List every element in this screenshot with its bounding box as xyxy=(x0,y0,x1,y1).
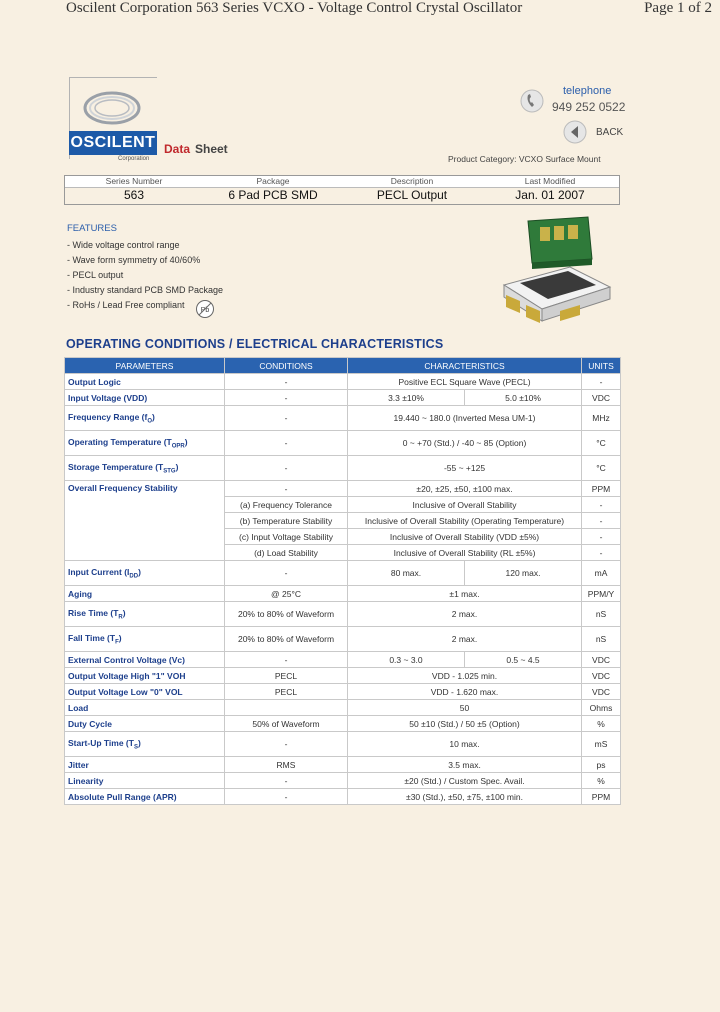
lead-free-label: Pb xyxy=(200,307,210,314)
unit-cell: - xyxy=(582,513,621,529)
unit-cell: VDC xyxy=(582,668,621,684)
table-row xyxy=(65,700,621,716)
value-cell: Positive ECL Square Wave (PECL) xyxy=(348,374,582,390)
param-text-end: ) xyxy=(137,737,141,748)
telephone-icon[interactable] xyxy=(520,89,544,113)
value-cell: 3.5 max. xyxy=(348,757,582,773)
table-row xyxy=(65,773,621,789)
unit-cell: Ohms xyxy=(582,700,621,716)
features-heading: FEATURES xyxy=(67,223,117,234)
param-cell: Overall Frequency Stability xyxy=(65,481,225,561)
unit-cell: °C xyxy=(582,456,621,481)
table-row xyxy=(65,431,621,456)
param-cell: Load xyxy=(65,700,225,716)
condition-cell: 20% to 80% of Waveform xyxy=(225,627,348,652)
condition-cell: - xyxy=(225,773,348,789)
value-cell: 3.3 ±10% xyxy=(348,390,465,406)
value-cell: Inclusive of Overall Stability (VDD ±5%) xyxy=(348,529,582,545)
description-header: Description xyxy=(390,176,434,186)
param-cell xyxy=(65,456,225,481)
series-info-values xyxy=(65,187,619,204)
value-cell: 5.0 ±10% xyxy=(465,390,582,406)
table-row xyxy=(65,716,621,732)
unit-cell: % xyxy=(582,773,621,789)
param-cell: Absolute Pull Range (APR) xyxy=(65,789,225,805)
last-modified-header: Last Modified xyxy=(524,176,576,186)
unit-cell: mA xyxy=(582,561,621,586)
spec-table xyxy=(64,357,621,805)
feature-item: - Wave form symmetry of 40/60% xyxy=(67,255,201,265)
unit-cell: - xyxy=(582,545,621,561)
spec-table-header-row xyxy=(65,358,621,374)
param-subscript: F xyxy=(115,639,119,646)
value-cell: Inclusive of Overall Stability xyxy=(348,497,582,513)
table-row xyxy=(65,652,621,668)
condition-cell: - xyxy=(225,431,348,456)
value-cell: Inclusive of Overall Stability (Operating Temperature) xyxy=(348,513,582,529)
unit-cell: nS xyxy=(582,602,621,627)
condition-cell: - xyxy=(225,406,348,431)
param-cell xyxy=(65,732,225,757)
package-value: 6 Pad PCB SMD xyxy=(228,188,318,202)
condition-cell: - xyxy=(225,456,348,481)
unit-cell: mS xyxy=(582,732,621,757)
table-row xyxy=(65,732,621,757)
condition-cell: (d) Load Stability xyxy=(225,545,348,561)
param-text: Fall Time (T xyxy=(68,632,116,643)
condition-cell: - xyxy=(225,732,348,757)
param-cell: Input Voltage (VDD) xyxy=(65,390,225,406)
param-text: Input Current (I xyxy=(68,566,130,577)
param-subscript: O xyxy=(147,418,153,425)
unit-cell: - xyxy=(582,497,621,513)
unit-cell: VDC xyxy=(582,684,621,700)
param-cell xyxy=(65,431,225,456)
param-cell: External Control Voltage (Vc) xyxy=(65,652,225,668)
unit-cell: PPM/Y xyxy=(582,586,621,602)
condition-cell: - xyxy=(225,374,348,390)
section-title: OPERATING CONDITIONS / ELECTRICAL CHARACTERISTICS xyxy=(66,337,444,351)
param-subscript: DD xyxy=(129,573,139,580)
feature-item: - PECL output xyxy=(67,270,124,280)
param-text-end: ) xyxy=(184,436,188,447)
value-cell: 0 ~ +70 (Std.) / -40 ~ 85 (Option) xyxy=(348,431,582,456)
param-text-end: ) xyxy=(138,566,141,577)
feature-item: - Industry standard PCB SMD Package xyxy=(67,285,224,295)
table-row xyxy=(65,374,621,390)
param-subscript: R xyxy=(118,614,123,621)
lead-free-icon xyxy=(195,299,215,319)
unit-cell: PPM xyxy=(582,789,621,805)
telephone-number[interactable]: 949 252 0522 xyxy=(552,100,626,114)
series-info-table xyxy=(64,175,620,205)
unit-cell: PPM xyxy=(582,481,621,497)
condition-cell: - xyxy=(225,481,348,497)
value-cell: 2 max. xyxy=(348,602,582,627)
value-cell: 0.3 ~ 3.0 xyxy=(348,652,465,668)
condition-cell: - xyxy=(225,789,348,805)
param-subscript: S xyxy=(133,744,138,751)
param-cell: Jitter xyxy=(65,757,225,773)
back-arrow-icon[interactable] xyxy=(563,120,587,144)
value-cell: VDD - 1.025 min. xyxy=(348,668,582,684)
param-text: Rise Time (T xyxy=(68,607,119,618)
param-text: Storage Temperature (T xyxy=(68,461,164,472)
brand-logo: OSCILENT xyxy=(69,131,157,155)
condition-cell: 20% to 80% of Waveform xyxy=(225,602,348,627)
value-cell: 19.440 ~ 180.0 (Inverted Mesa UM-1) xyxy=(348,406,582,431)
param-text-end: ) xyxy=(122,607,126,618)
conditions-header: CONDITIONS xyxy=(225,358,348,374)
table-row xyxy=(65,668,621,684)
logo-ring-icon xyxy=(82,88,142,128)
series-number-header: Series Number xyxy=(105,176,163,186)
condition-cell: PECL xyxy=(225,668,348,684)
condition-cell xyxy=(225,700,348,716)
param-cell xyxy=(65,602,225,627)
value-cell: VDD - 1.620 max. xyxy=(348,684,582,700)
condition-cell: RMS xyxy=(225,757,348,773)
last-modified-value: Jan. 01 2007 xyxy=(515,188,585,202)
table-row xyxy=(65,684,621,700)
param-cell: Linearity xyxy=(65,773,225,789)
table-row xyxy=(65,586,621,602)
value-cell: 50 xyxy=(348,700,582,716)
condition-cell: @ 25°C xyxy=(225,586,348,602)
param-cell: Duty Cycle xyxy=(65,716,225,732)
table-row xyxy=(65,627,621,652)
back-link[interactable]: BACK xyxy=(596,127,624,138)
document-title: Oscilent Corporation 563 Series VCXO - Voltage Control Crystal Oscillator xyxy=(66,0,523,16)
param-cell: Output Voltage High "1" VOH xyxy=(65,668,225,684)
value-cell: ±20, ±25, ±50, ±100 max. xyxy=(348,481,582,497)
param-cell: Output Logic xyxy=(65,374,225,390)
param-cell: Output Voltage Low "0" VOL xyxy=(65,684,225,700)
param-subscript: STG xyxy=(163,468,176,475)
param-subscript: OPR xyxy=(171,443,185,450)
value-cell: 2 max. xyxy=(348,627,582,652)
param-cell xyxy=(65,627,225,652)
brand-corp-label: Corporation xyxy=(118,156,150,162)
value-cell: ±1 max. xyxy=(348,586,582,602)
param-text: Start-Up Time (T xyxy=(68,737,134,748)
telephone-label: telephone xyxy=(563,85,612,97)
page-number: Page 1 of 2 xyxy=(644,0,712,16)
param-cell xyxy=(65,406,225,431)
unit-cell: - xyxy=(582,529,621,545)
datasheet-label-sheet: Sheet xyxy=(195,142,228,156)
feature-item: - Wide voltage control range xyxy=(67,240,180,250)
condition-cell: PECL xyxy=(225,684,348,700)
product-image xyxy=(500,215,615,333)
param-text: Operating Temperature (T xyxy=(68,436,172,447)
condition-cell: - xyxy=(225,652,348,668)
unit-cell: % xyxy=(582,716,621,732)
page-header xyxy=(0,0,720,22)
table-row xyxy=(65,456,621,481)
unit-cell: ps xyxy=(582,757,621,773)
series-info-header xyxy=(65,176,619,187)
table-row xyxy=(65,757,621,773)
condition-cell: (c) Input Voltage Stability xyxy=(225,529,348,545)
condition-cell: 50% of Waveform xyxy=(225,716,348,732)
unit-cell: - xyxy=(582,374,621,390)
unit-cell: VDC xyxy=(582,390,621,406)
value-cell: 50 ±10 (Std.) / 50 ±5 (Option) xyxy=(348,716,582,732)
param-text: Frequency Range (f xyxy=(68,411,148,422)
param-cell: Aging xyxy=(65,586,225,602)
units-header: UNITS xyxy=(582,358,621,374)
unit-cell: VDC xyxy=(582,652,621,668)
series-number-value: 563 xyxy=(123,188,145,202)
condition-cell: - xyxy=(225,390,348,406)
characteristics-header: CHARACTERISTICS xyxy=(348,358,582,374)
parameters-header: PARAMETERS xyxy=(65,358,225,374)
table-row xyxy=(65,561,621,586)
value-cell: 120 max. xyxy=(465,561,582,586)
unit-cell: °C xyxy=(582,431,621,456)
product-category: Product Category: VCXO Surface Mount xyxy=(448,154,601,164)
table-row xyxy=(65,789,621,805)
unit-cell: MHz xyxy=(582,406,621,431)
table-row xyxy=(65,390,621,406)
param-text-end: ) xyxy=(175,461,179,472)
description-value: PECL Output xyxy=(376,188,448,202)
feature-item: - RoHs / Lead Free compliant xyxy=(67,300,185,310)
value-cell: -55 ~ +125 xyxy=(348,456,582,481)
value-cell: ±30 (Std.), ±50, ±75, ±100 min. xyxy=(348,789,582,805)
value-cell: ±20 (Std.) / Custom Spec. Avail. xyxy=(348,773,582,789)
value-cell: 80 max. xyxy=(348,561,465,586)
condition-cell: - xyxy=(225,561,348,586)
table-row xyxy=(65,602,621,627)
value-cell: 0.5 ~ 4.5 xyxy=(465,652,582,668)
package-header: Package xyxy=(256,176,290,186)
table-row xyxy=(65,481,621,497)
unit-cell: nS xyxy=(582,627,621,652)
table-row xyxy=(65,406,621,431)
value-cell: 10 max. xyxy=(348,732,582,757)
param-text-end: ) xyxy=(118,632,122,643)
condition-cell: (a) Frequency Tolerance xyxy=(225,497,348,513)
value-cell: Inclusive of Overall Stability (RL ±5%) xyxy=(348,545,582,561)
param-cell xyxy=(65,561,225,586)
datasheet-label-data: Data xyxy=(164,142,191,156)
param-text-end: ) xyxy=(152,411,155,422)
condition-cell: (b) Temperature Stability xyxy=(225,513,348,529)
